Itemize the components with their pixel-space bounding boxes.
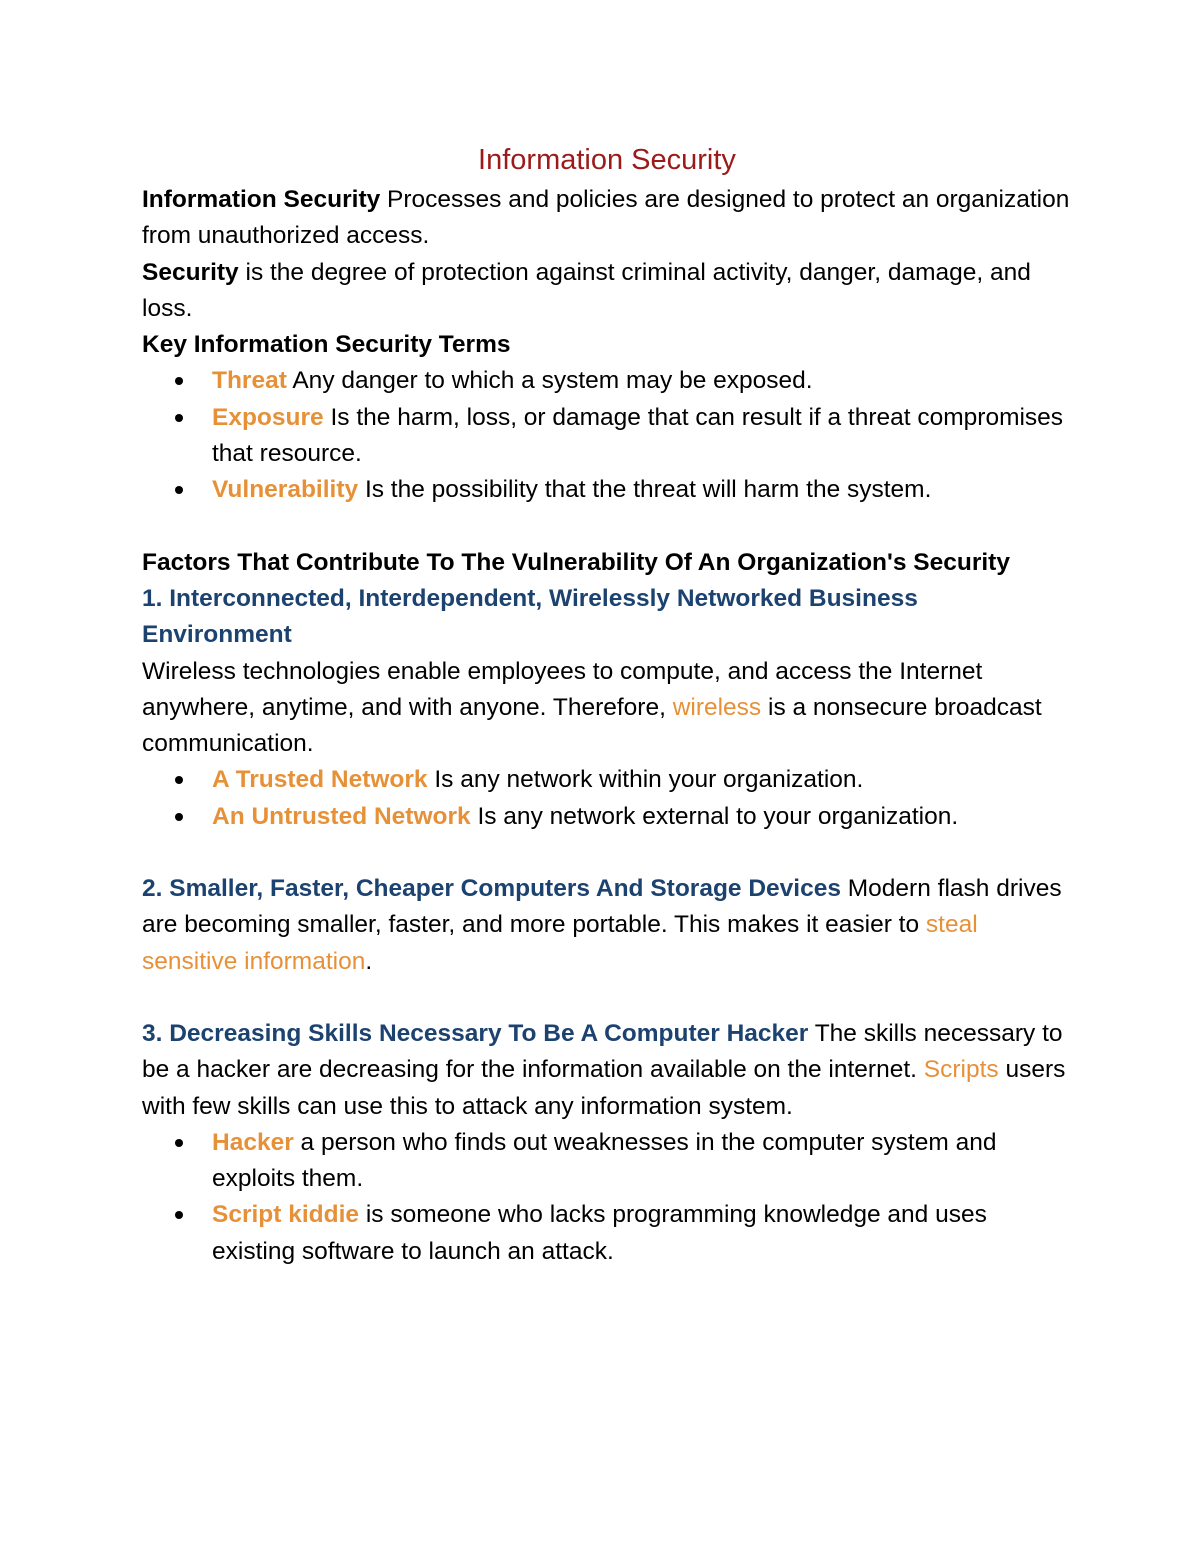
key-terms-heading: Key Information Security Terms <box>142 331 511 359</box>
bullet-icon <box>175 486 183 494</box>
factor-3-heading: 3. Decreasing Skills Necessary To Be A Computer Hacker <box>142 1019 809 1047</box>
factor-1-heading: 1. Interconnected, Interdependent, Wirelessly Networked Business Environment <box>142 584 918 649</box>
document-title: Information Security <box>478 144 736 176</box>
factor-2-paragraph <box>142 871 1072 980</box>
term-definition: Is the possibility that the threat will harm the system. <box>358 476 932 504</box>
intro-text-2: is the degree of protection against criminal activity, danger, damage, and loss. <box>142 258 1031 322</box>
factor-1-text: Wireless technologies enable employees to compute, and access the Internet anywhere, anytime, and with anyone. Therefore, <box>142 657 983 721</box>
list-item <box>142 1125 1072 1198</box>
term-untrusted-network: An Untrusted Network <box>212 802 471 830</box>
term-hacker: Hacker <box>212 1128 294 1156</box>
factor-1-text-end: is a nonsecure broadcast communication. <box>142 693 1042 758</box>
list-item <box>142 762 1072 798</box>
spacer <box>142 509 1072 545</box>
spacer <box>142 835 1072 871</box>
intro-term-information-security: Information Security <box>142 186 381 213</box>
term-definition: Any danger to which a system may be exposed. <box>286 367 813 395</box>
factor-2-text: Modern flash drives are becoming smaller, faster, and more portable. This makes it easier to <box>142 875 1062 939</box>
term-exposure: Exposure <box>212 403 324 431</box>
term-definition: Is any network within your organization. <box>427 766 864 794</box>
network-types-list <box>142 762 1072 835</box>
term-trusted-network: A Trusted Network <box>212 766 428 794</box>
key-terms-list <box>142 363 1072 508</box>
factor-3-paragraph <box>142 1016 1072 1125</box>
bullet-icon <box>175 414 183 422</box>
intro-paragraph-2 <box>142 255 1072 328</box>
factor-2-highlight: steal sensitive information <box>142 911 978 975</box>
bullet-icon <box>175 813 183 821</box>
factor-3-text: The skills necessary to be a hacker are decreasing for the information available on the internet. <box>142 1019 1063 1084</box>
factor-1-paragraph <box>142 654 1072 763</box>
factor-2-heading: 2. Smaller, Faster, Cheaper Computers And Storage Devices <box>142 875 841 903</box>
intro-paragraph-1 <box>142 182 1072 255</box>
bullet-icon <box>175 776 183 784</box>
intro-text-1: Processes and policies are designed to protect an organization from unauthorized access. <box>142 186 1070 250</box>
term-vulnerability: Vulnerability <box>212 476 359 504</box>
factor-2-text-end: . <box>365 947 373 975</box>
list-item <box>142 363 1072 399</box>
term-definition: Is any network external to your organization. <box>470 802 959 830</box>
list-item <box>142 799 1072 835</box>
intro-term-security: Security <box>142 258 239 286</box>
term-definition: is someone who lacks programming knowledge and uses existing software to launch an attack. <box>212 1201 987 1265</box>
factors-heading: Factors That Contribute To The Vulnerability Of An Organization's Security <box>142 548 1010 576</box>
document-page <box>142 140 1072 1270</box>
factor-3-highlight: Scripts <box>923 1056 999 1084</box>
term-threat: Threat <box>212 367 287 395</box>
term-definition: a person who finds out weaknesses in the computer system and exploits them. <box>212 1128 997 1193</box>
hacker-types-list <box>142 1125 1072 1270</box>
list-item <box>142 472 1072 508</box>
bullet-icon <box>175 1139 183 1147</box>
spacer <box>142 980 1072 1016</box>
term-definition: Is the harm, loss, or damage that can result if a threat compromises that resource. <box>212 403 1064 468</box>
factor-1-highlight: wireless <box>672 693 762 721</box>
factor-3-text-end: users with few skills can use this to attack any information system. <box>142 1056 1066 1120</box>
term-script-kiddie: Script kiddie <box>212 1201 360 1229</box>
bullet-icon <box>175 1211 183 1219</box>
list-item <box>142 400 1072 473</box>
list-item <box>142 1197 1072 1270</box>
bullet-icon <box>175 377 183 385</box>
